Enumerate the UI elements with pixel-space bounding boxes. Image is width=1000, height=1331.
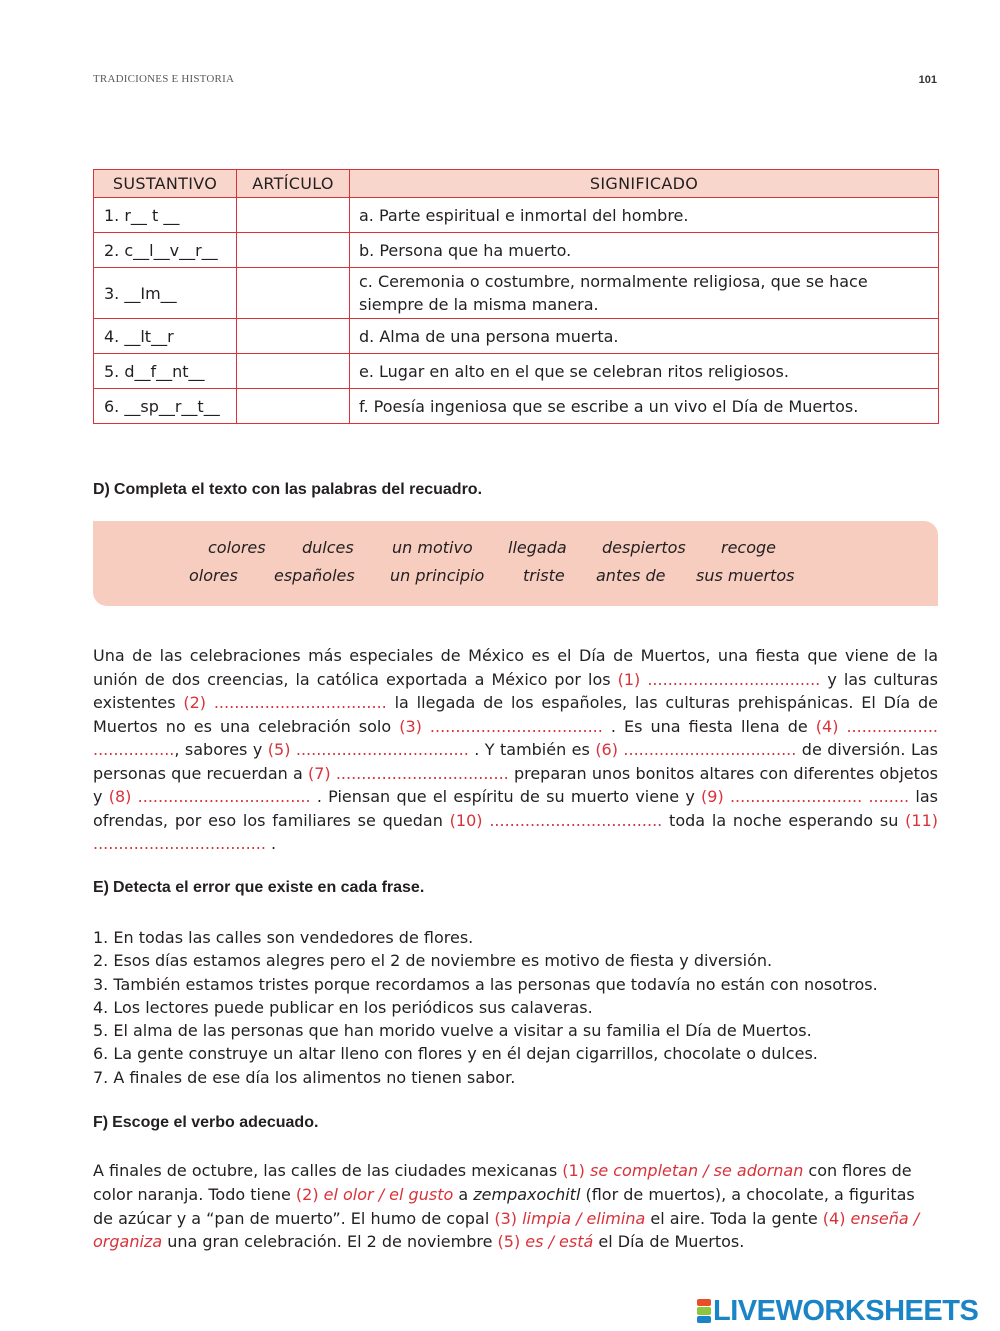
list-item[interactable]: 3. También estamos tristes porque recordamos a las personas que todavía no están con nosotros. — [93, 974, 878, 994]
verb-choice-text — [93, 1159, 938, 1254]
text-fragment: y las culturas existentes — [93, 669, 938, 712]
noun-cell: 4. __lt__r — [94, 319, 237, 354]
running-header: TRADICIONES E HISTORIA — [93, 73, 235, 85]
blank-5[interactable]: (5) .................................. — [267, 740, 469, 759]
meaning-cell: c. Ceremonia o costumbre, normalmente religiosa, que se hace siempre de la misma manera. — [350, 268, 939, 319]
table-header-row — [94, 170, 939, 198]
verb-choice-5[interactable]: es / está — [525, 1232, 594, 1252]
text-fragment: (flor de muertos), a chocolate, a figuritas de azúcar y a “pan de muerto”. El humo de copal — [93, 1184, 915, 1228]
page-number: 101 — [918, 74, 937, 86]
blank-11[interactable]: (11) .................................. — [93, 810, 939, 853]
meaning-cell: d. Alma de una persona muerta. — [350, 319, 939, 354]
list-item[interactable]: 4. Los lectores puede publicar en los periódicos sus calaveras. — [93, 997, 593, 1017]
logo-mark-bottom — [697, 1316, 711, 1323]
choice-number-1: (1) — [562, 1161, 590, 1180]
text-fragment: toda la noche esperando su — [662, 810, 906, 830]
table-row — [94, 198, 939, 233]
text-fragment: con flores de color naranja. Todo tiene — [93, 1161, 912, 1204]
list-item[interactable]: 7. A finales de ese día los alimentos no tienen sabor. — [93, 1067, 516, 1087]
blank-9[interactable]: (9) .......................... ........ — [701, 787, 910, 806]
section-e-instruction: Detecta el error que existe en cada frase. — [113, 879, 425, 896]
blank-1[interactable]: (1) .................................. — [617, 669, 821, 689]
choice-number-3: (3) — [494, 1208, 523, 1228]
word-bank-item: un principio — [390, 566, 485, 585]
list-item[interactable]: 2. Esos días estamos alegres pero el 2 de noviembre es motivo de fiesta y diversión. — [93, 951, 773, 971]
blank-2[interactable]: (2) .................................. — [183, 693, 387, 712]
section-d-letter: D) — [93, 481, 110, 498]
header-significado: SIGNIFICADO — [350, 170, 939, 198]
italic-term: zempaxochitl — [473, 1184, 581, 1204]
section-e-letter: E) — [93, 879, 109, 896]
noun-cell: 2. c__l__v__r__ — [94, 233, 237, 268]
table-row — [94, 319, 939, 354]
noun-cell: 5. d__f__nt__ — [94, 354, 237, 389]
text-fragment: . Y también es — [468, 740, 596, 759]
logo-mark-top — [697, 1299, 711, 1306]
text-fragment: el aire. Toda la gente — [645, 1208, 823, 1228]
article-input-cell[interactable] — [237, 198, 350, 233]
word-bank — [93, 521, 938, 606]
text-fragment: las ofrendas, por eso los familiares se quedan — [93, 787, 938, 830]
error-sentence-list — [93, 926, 938, 1089]
article-input-cell[interactable] — [237, 233, 350, 268]
word-bank-item: recoge — [721, 538, 777, 557]
section-e-title — [93, 879, 424, 897]
text-fragment: . Es una fiesta llena de — [602, 716, 816, 736]
table-row — [94, 268, 939, 319]
verb-choice-4[interactable]: enseña / organiza — [93, 1208, 920, 1252]
table-row — [94, 233, 939, 268]
text-fragment: preparan unos bonitos altares con diferentes objetos y — [93, 763, 938, 806]
table-row — [94, 389, 939, 424]
word-bank-item: españoles — [274, 566, 355, 585]
text-fragment: A finales de octubre, las calles de las ciudades mexicanas — [93, 1161, 563, 1180]
word-bank-item: llegada — [508, 538, 567, 557]
text-fragment: a — [453, 1184, 474, 1204]
section-d-instruction: Completa el texto con las palabras del recuadro. — [113, 481, 483, 498]
text-fragment: el Día de Muertos. — [593, 1232, 745, 1252]
text-fragment: . Piensan que el espíritu de su muerto viene y — [310, 787, 702, 806]
noun-cell: 3. __Im__ — [94, 268, 237, 319]
verb-choice-1[interactable]: se completan / se adornan — [589, 1161, 804, 1180]
noun-cell: 6. __sp__r__t__ — [94, 389, 237, 424]
text-fragment: , sabores y — [174, 740, 268, 759]
article-input-cell[interactable] — [237, 354, 350, 389]
choice-number-5: (5) — [497, 1232, 526, 1252]
word-bank-item: dulces — [302, 538, 354, 557]
choice-number-2: (2) — [295, 1184, 324, 1204]
word-bank-item: triste — [523, 566, 565, 585]
header-articulo: ARTÍCULO — [237, 170, 350, 198]
blank-4[interactable]: (4) .................. ................ — [93, 716, 939, 759]
word-bank-item: un motivo — [392, 538, 473, 557]
blank-3[interactable]: (3) .................................. — [399, 716, 603, 736]
word-bank-item: colores — [208, 538, 266, 557]
text-fragment: una gran celebración. El 2 de noviembre — [162, 1232, 498, 1252]
logo-text: LIVEWORKSHEETS — [713, 1295, 979, 1327]
blank-8[interactable]: (8) .................................. — [108, 787, 311, 806]
verb-choice-3[interactable]: limpia / elimina — [522, 1208, 646, 1228]
vocabulary-table — [93, 169, 939, 424]
table-row — [94, 354, 939, 389]
text-fragment: la llegada de los españoles, las culturas prehispánicas. El Día de Muertos no es una celebración solo — [93, 693, 939, 736]
header-sustantivo: SUSTANTIVO — [94, 170, 237, 198]
noun-cell: 1. r__ t __ — [94, 198, 237, 233]
logo-mark-icon — [697, 1299, 711, 1323]
blank-6[interactable]: (6) .................................. — [595, 740, 797, 759]
meaning-cell: e. Lugar en alto en el que se celebran ritos religiosos. — [350, 354, 939, 389]
list-item[interactable]: 5. El alma de las personas que han morido vuelve a visitar a su familia el Día de Muertos. — [93, 1021, 812, 1041]
section-f-instruction: Escoge el verbo adecuado. — [112, 1114, 319, 1131]
article-input-cell[interactable] — [237, 319, 350, 354]
meaning-cell: b. Persona que ha muerto. — [350, 233, 939, 268]
verb-choice-2[interactable]: el olor / el gusto — [323, 1184, 454, 1204]
word-bank-item: sus muertos — [696, 566, 795, 585]
section-f-title — [93, 1114, 318, 1132]
article-input-cell[interactable] — [237, 389, 350, 424]
blank-10[interactable]: (10) .................................. — [449, 810, 663, 830]
word-bank-item: olores — [189, 566, 238, 585]
list-item[interactable]: 1. En todas las calles son vendedores de flores. — [93, 928, 474, 947]
blank-7[interactable]: (7) .................................. — [307, 763, 509, 783]
meaning-cell: f. Poesía ingeniosa que se escribe a un vivo el Día de Muertos. — [350, 389, 939, 424]
text-fragment: . — [265, 834, 277, 853]
list-item[interactable]: 6. La gente construye un altar lleno con flores y en él dejan cigarrillos, chocolate o dulces. — [93, 1044, 818, 1064]
article-input-cell[interactable] — [237, 268, 350, 319]
choice-number-4: (4) — [822, 1208, 851, 1228]
liveworksheets-logo — [697, 1296, 978, 1326]
meaning-cell: a. Parte espiritual e inmortal del hombre. — [350, 198, 939, 233]
section-f-letter: F) — [93, 1114, 109, 1131]
text-fragment: de diversión. Las personas que recuerdan a — [93, 740, 939, 783]
text-fragment: Una de las celebraciones más especiales de México es el Día de Muertos, una fiesta que viene de la unión de dos creencias, la católica exportada a México por los — [93, 646, 938, 689]
section-d-title — [93, 481, 482, 499]
fill-in-text — [93, 644, 938, 856]
word-bank-item: despiertos — [602, 538, 686, 557]
word-bank-item: antes de — [596, 566, 666, 585]
logo-mark-mid — [697, 1307, 711, 1314]
